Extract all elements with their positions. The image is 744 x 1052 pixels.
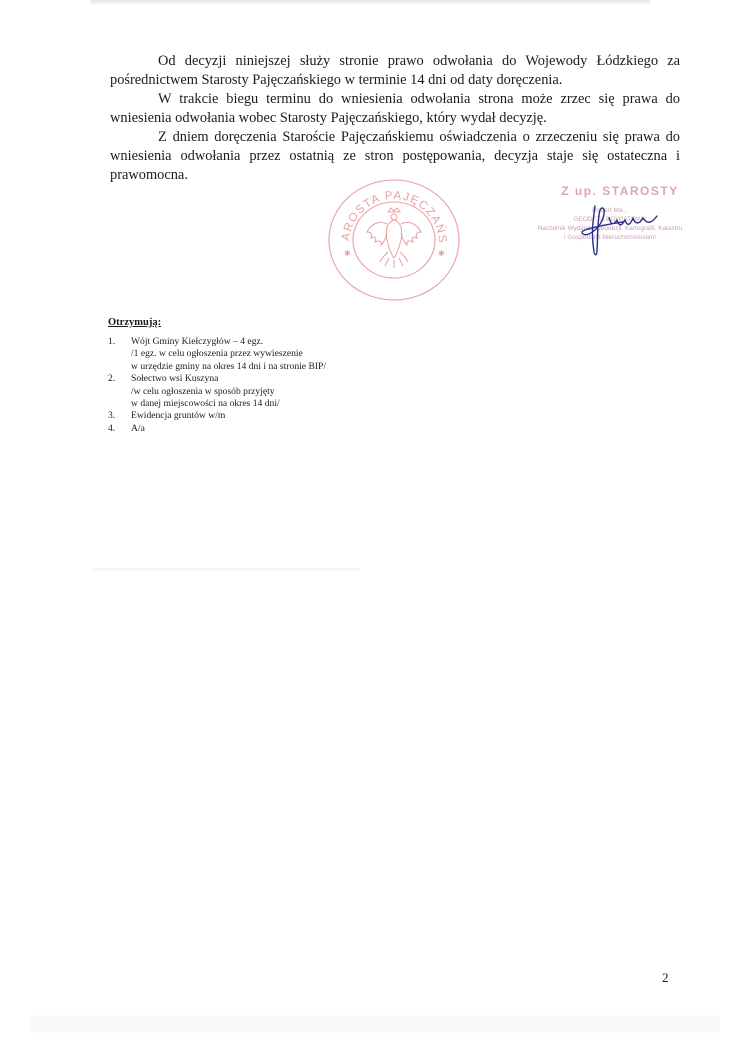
handwritten-signature xyxy=(567,200,662,258)
recipients-list xyxy=(108,317,428,435)
list-item-number: 4. xyxy=(108,422,116,434)
list-item-number: 1. xyxy=(108,336,116,347)
list-item xyxy=(108,423,428,435)
paragraph-waiver-right: W trakcie biegu terminu do wniesienia odwołania strona może zrzec się prawa do wniesienia odwołania wobec Starosty Pajęczańskiego, który wydał decyzję. xyxy=(110,91,680,126)
list-item-line: Sołectwo wsi Kuszyna xyxy=(131,373,219,385)
list-item-line: /w celu ogłoszenia w sposób przyjęty xyxy=(131,385,275,397)
svg-text:✱: ✱ xyxy=(438,249,445,258)
list-item-number: 3. xyxy=(108,410,116,422)
stamp-name: Robert Ma... xyxy=(592,207,628,214)
stamp-department-line1: Naczelnik Wydziału Geodezji, Kartografii, Katastru xyxy=(537,225,683,232)
list-item xyxy=(108,373,428,410)
scan-top-shadow xyxy=(90,0,650,6)
scan-artifact xyxy=(30,1015,720,1033)
stamp-heading: Z up. STAROSTY xyxy=(561,184,679,198)
list-item-line: A/a xyxy=(131,422,145,434)
seal-text: AROSTA PAJĘCZAŃS xyxy=(339,189,449,245)
list-item xyxy=(108,336,428,373)
official-seal xyxy=(327,178,461,302)
svg-text:✱: ✱ xyxy=(344,249,351,258)
stamp-department-line2: i Gospodarki Nieruchomościami xyxy=(564,234,656,241)
list-item-line: w danej miejscowości na okres 14 dni/ xyxy=(131,398,280,410)
list-item xyxy=(108,410,428,422)
eagle-emblem-icon xyxy=(367,208,421,268)
page-number: 2 xyxy=(662,970,669,985)
list-item-line: Wójt Gminy Kiełczygłów – 4 egz. xyxy=(131,336,264,347)
paragraph-appeal-right: Od decyzji niniejszej służy stronie prawo odwołania do Wojewody Łódzkiego za pośrednictwem Starosty Pajęczańskiego w terminie 14 dni od daty doręczenia. xyxy=(110,53,680,88)
decision-body-text xyxy=(110,52,680,185)
list-item-line: /1 egz. w celu ogłoszenia przez wywieszenie xyxy=(131,348,303,360)
svg-text:STAROSTA PAJĘCZAŃSKI xyxy=(327,178,448,244)
paragraph-finality: Z dniem doręczenia Staroście Pajęczańskiemu oświadczenia o zrzeczeniu się prawa do wniesienia odwołania przez ostatnią ze stron postępowania, decyzja staje się ostateczna i prawomocna. xyxy=(110,129,680,183)
recipients-heading: Otrzymują: xyxy=(108,317,162,328)
list-item-number: 2. xyxy=(108,373,116,385)
list-item-line: w urzędzie gminy na okres 14 dni i na stronie BIP/ xyxy=(131,360,327,372)
list-item-line: Ewidencja gruntów w/m xyxy=(131,410,226,422)
scan-artifact xyxy=(90,568,360,571)
stamp-position: GEODETA POWIATOWY xyxy=(573,216,647,223)
